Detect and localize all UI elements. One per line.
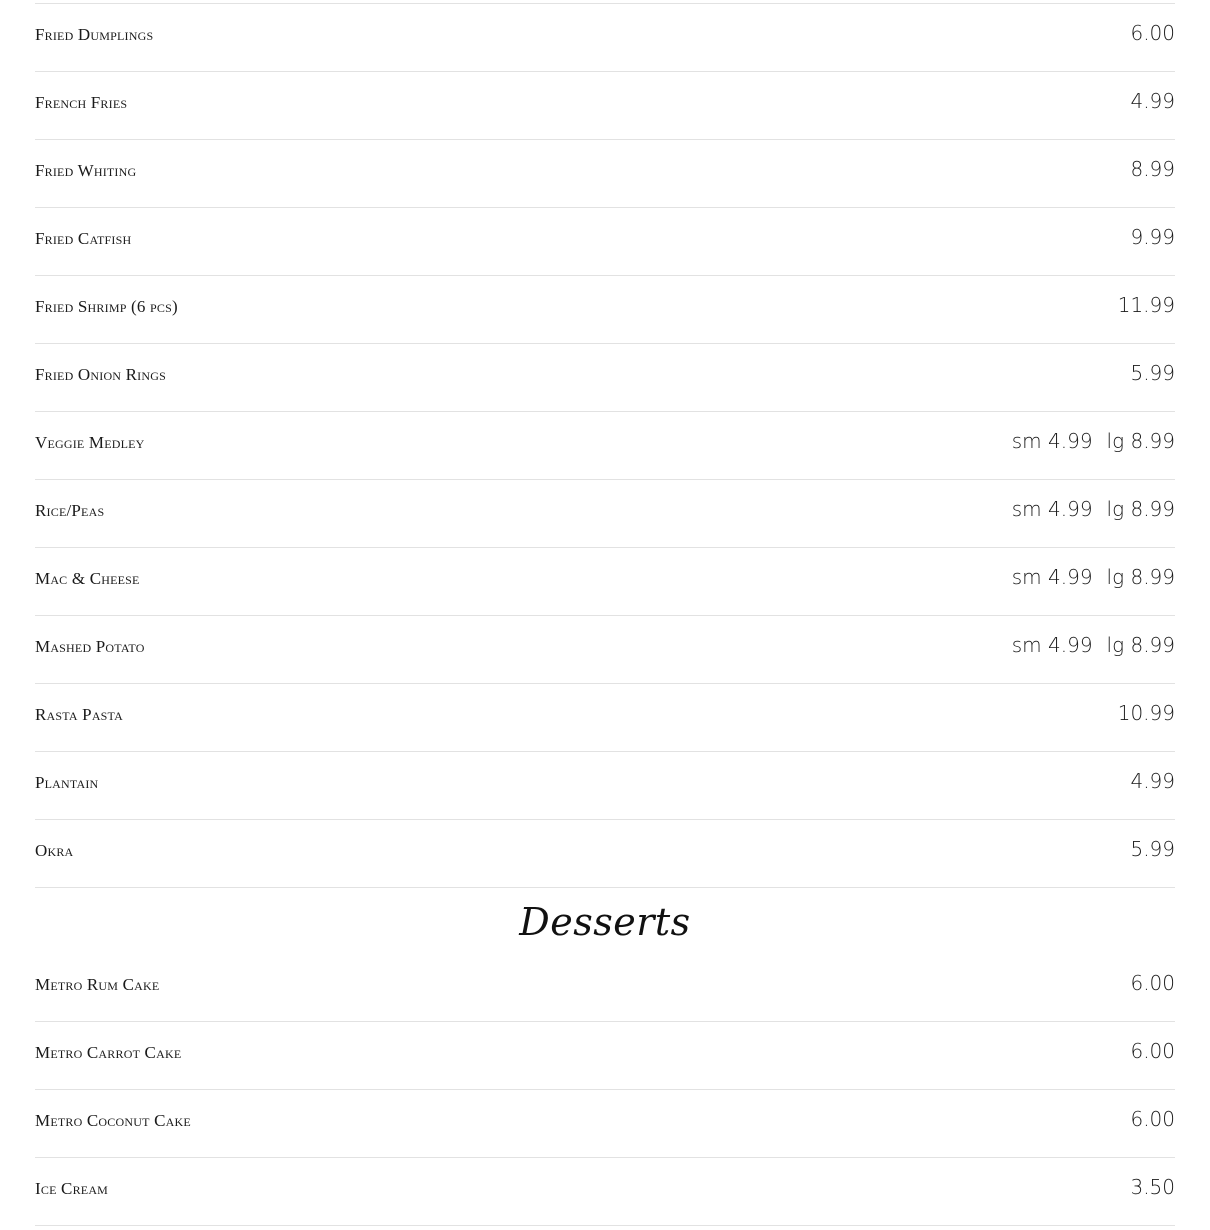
menu-item-price: 6.00 xyxy=(1130,21,1175,45)
price-large: lg 8.99 xyxy=(1106,497,1175,521)
menu-item-price: 6.00 xyxy=(1130,971,1175,995)
price-small: sm 4.99 xyxy=(1011,497,1093,521)
section-title: Desserts xyxy=(519,900,691,944)
menu-item-name: Metro Coconut Cake xyxy=(35,1111,191,1130)
menu-item xyxy=(35,411,1175,479)
menu-item-name: Rasta Pasta xyxy=(35,705,123,724)
menu-item-price: 8.99 xyxy=(1130,157,1175,181)
menu-item-price: 4.99 xyxy=(1130,89,1175,113)
menu-item-price: 5.99 xyxy=(1130,361,1175,385)
menu-item-price-group xyxy=(1012,633,1175,657)
price-large: lg 8.99 xyxy=(1106,633,1175,657)
menu-item-name: French Fries xyxy=(35,93,128,112)
menu-item xyxy=(35,683,1175,751)
menu-item-name: Fried Dumplings xyxy=(35,25,154,44)
price-large: lg 8.99 xyxy=(1106,565,1175,589)
menu-item xyxy=(35,954,1175,1021)
menu-item xyxy=(35,819,1175,887)
menu-item xyxy=(35,71,1175,139)
menu-item-price: 10.99 xyxy=(1117,701,1175,725)
menu-item xyxy=(35,751,1175,819)
menu-item-name: Fried Onion Rings xyxy=(35,365,166,384)
menu-item-name: Fried Shrimp (6 pcs) xyxy=(35,297,178,316)
menu-item-price-group xyxy=(1012,497,1175,521)
menu-item-price: 11.99 xyxy=(1117,293,1175,317)
menu-item-price-group xyxy=(1012,565,1175,589)
menu-item-name: Metro Rum Cake xyxy=(35,975,160,994)
menu-item-price: 6.00 xyxy=(1130,1039,1175,1063)
price-small: sm 4.99 xyxy=(1011,429,1093,453)
menu-item xyxy=(35,1089,1175,1157)
menu-item xyxy=(35,547,1175,615)
menu-item-price: 4.99 xyxy=(1130,769,1175,793)
menu-item xyxy=(35,1157,1175,1226)
menu-item-price: 5.99 xyxy=(1130,837,1175,861)
menu-item xyxy=(35,1021,1175,1089)
menu-item-price: 6.00 xyxy=(1130,1107,1175,1131)
menu-item xyxy=(35,139,1175,207)
menu-item xyxy=(35,479,1175,547)
menu-item-name: Mac & Cheese xyxy=(35,569,140,588)
price-small: sm 4.99 xyxy=(1011,565,1093,589)
menu-item-price: 9.99 xyxy=(1130,225,1175,249)
menu-item-price: 3.50 xyxy=(1130,1175,1175,1199)
menu-item xyxy=(35,275,1175,343)
menu-item-name: Fried Whiting xyxy=(35,161,137,180)
price-small: sm 4.99 xyxy=(1011,633,1093,657)
menu-item-name: Ice Cream xyxy=(35,1179,109,1198)
menu-item-name: Okra xyxy=(35,841,74,860)
menu-item-name: Mashed Potato xyxy=(35,637,145,656)
desserts-section-header xyxy=(35,887,1175,954)
menu-item xyxy=(35,3,1175,71)
menu-item xyxy=(35,615,1175,683)
menu-item-name: Rice/Peas xyxy=(35,501,105,520)
menu-item xyxy=(35,207,1175,275)
menu-item-price-group xyxy=(1012,429,1175,453)
menu-item-name: Fried Catfish xyxy=(35,229,132,248)
menu-item-name: Veggie Medley xyxy=(35,433,145,452)
menu-item-name: Plantain xyxy=(35,773,99,792)
price-large: lg 8.99 xyxy=(1106,429,1175,453)
menu-list xyxy=(35,3,1175,1226)
menu-item-name: Metro Carrot Cake xyxy=(35,1043,182,1062)
menu-item xyxy=(35,343,1175,411)
